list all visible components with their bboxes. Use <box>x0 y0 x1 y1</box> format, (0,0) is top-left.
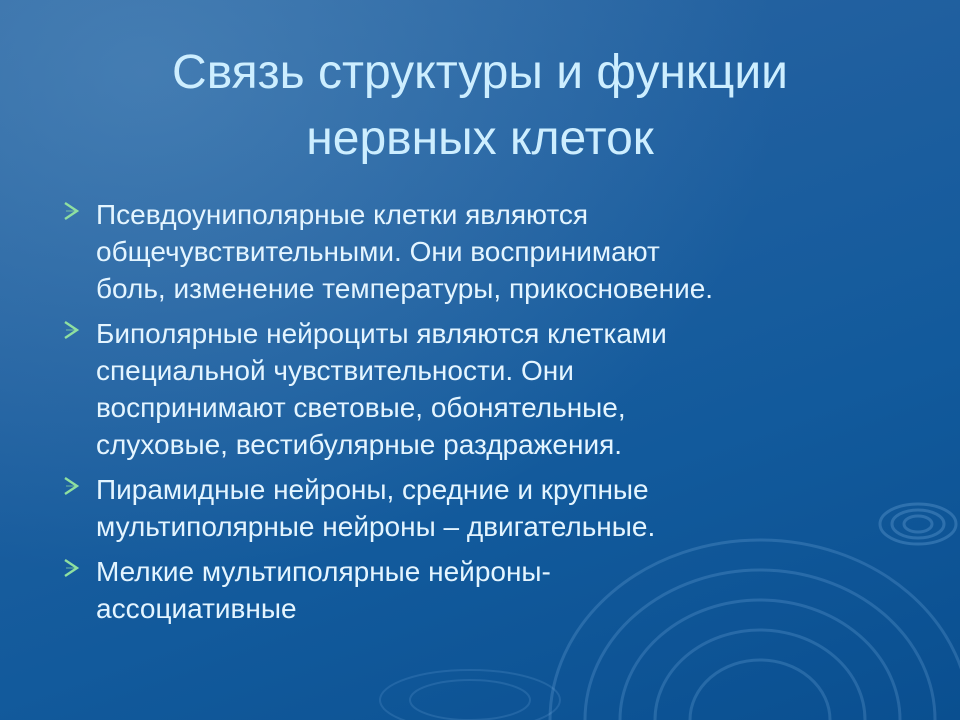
bullet-text-line: Пирамидные нейроны, средние и крупные <box>96 474 649 505</box>
chevron-arrow-icon <box>62 473 82 499</box>
bullet-text-line: слуховые, вестибулярные раздражения. <box>96 429 623 460</box>
bullet-text-line: боль, изменение температуры, прикосновение. <box>96 273 714 304</box>
chevron-arrow-icon <box>62 198 82 224</box>
bullet-item-pyramidal <box>62 471 922 545</box>
bullet-text-line: мультиполярные нейроны – двигательные. <box>96 511 656 542</box>
bullet-item-small-multipolar <box>62 553 922 627</box>
bullet-text-line: специальной чувствительности. Они <box>96 355 574 386</box>
bullet-item-pseudounipolar <box>62 196 922 307</box>
chevron-arrow-icon <box>62 317 82 343</box>
slide-title <box>60 40 900 172</box>
slide-title-line-1: Связь структуры и функции <box>172 46 788 99</box>
chevron-arrow-icon <box>62 555 82 581</box>
slide-title-line-2: нервных клеток <box>306 112 654 165</box>
bullet-text-line: воспринимают световые, обонятельные, <box>96 392 626 423</box>
bullet-text-line: общечувствительными. Они воспринимают <box>96 236 660 267</box>
bullet-text-line: Псевдоуниполярные клетки являются <box>96 199 589 230</box>
bullet-list <box>62 196 922 635</box>
bullet-text-line: Биполярные нейроциты являются клетками <box>96 318 667 349</box>
bullet-item-bipolar <box>62 315 922 463</box>
bullet-text-line: ассоциативные <box>96 593 297 624</box>
bullet-text-line: Мелкие мультиполярные нейроны- <box>96 556 551 587</box>
